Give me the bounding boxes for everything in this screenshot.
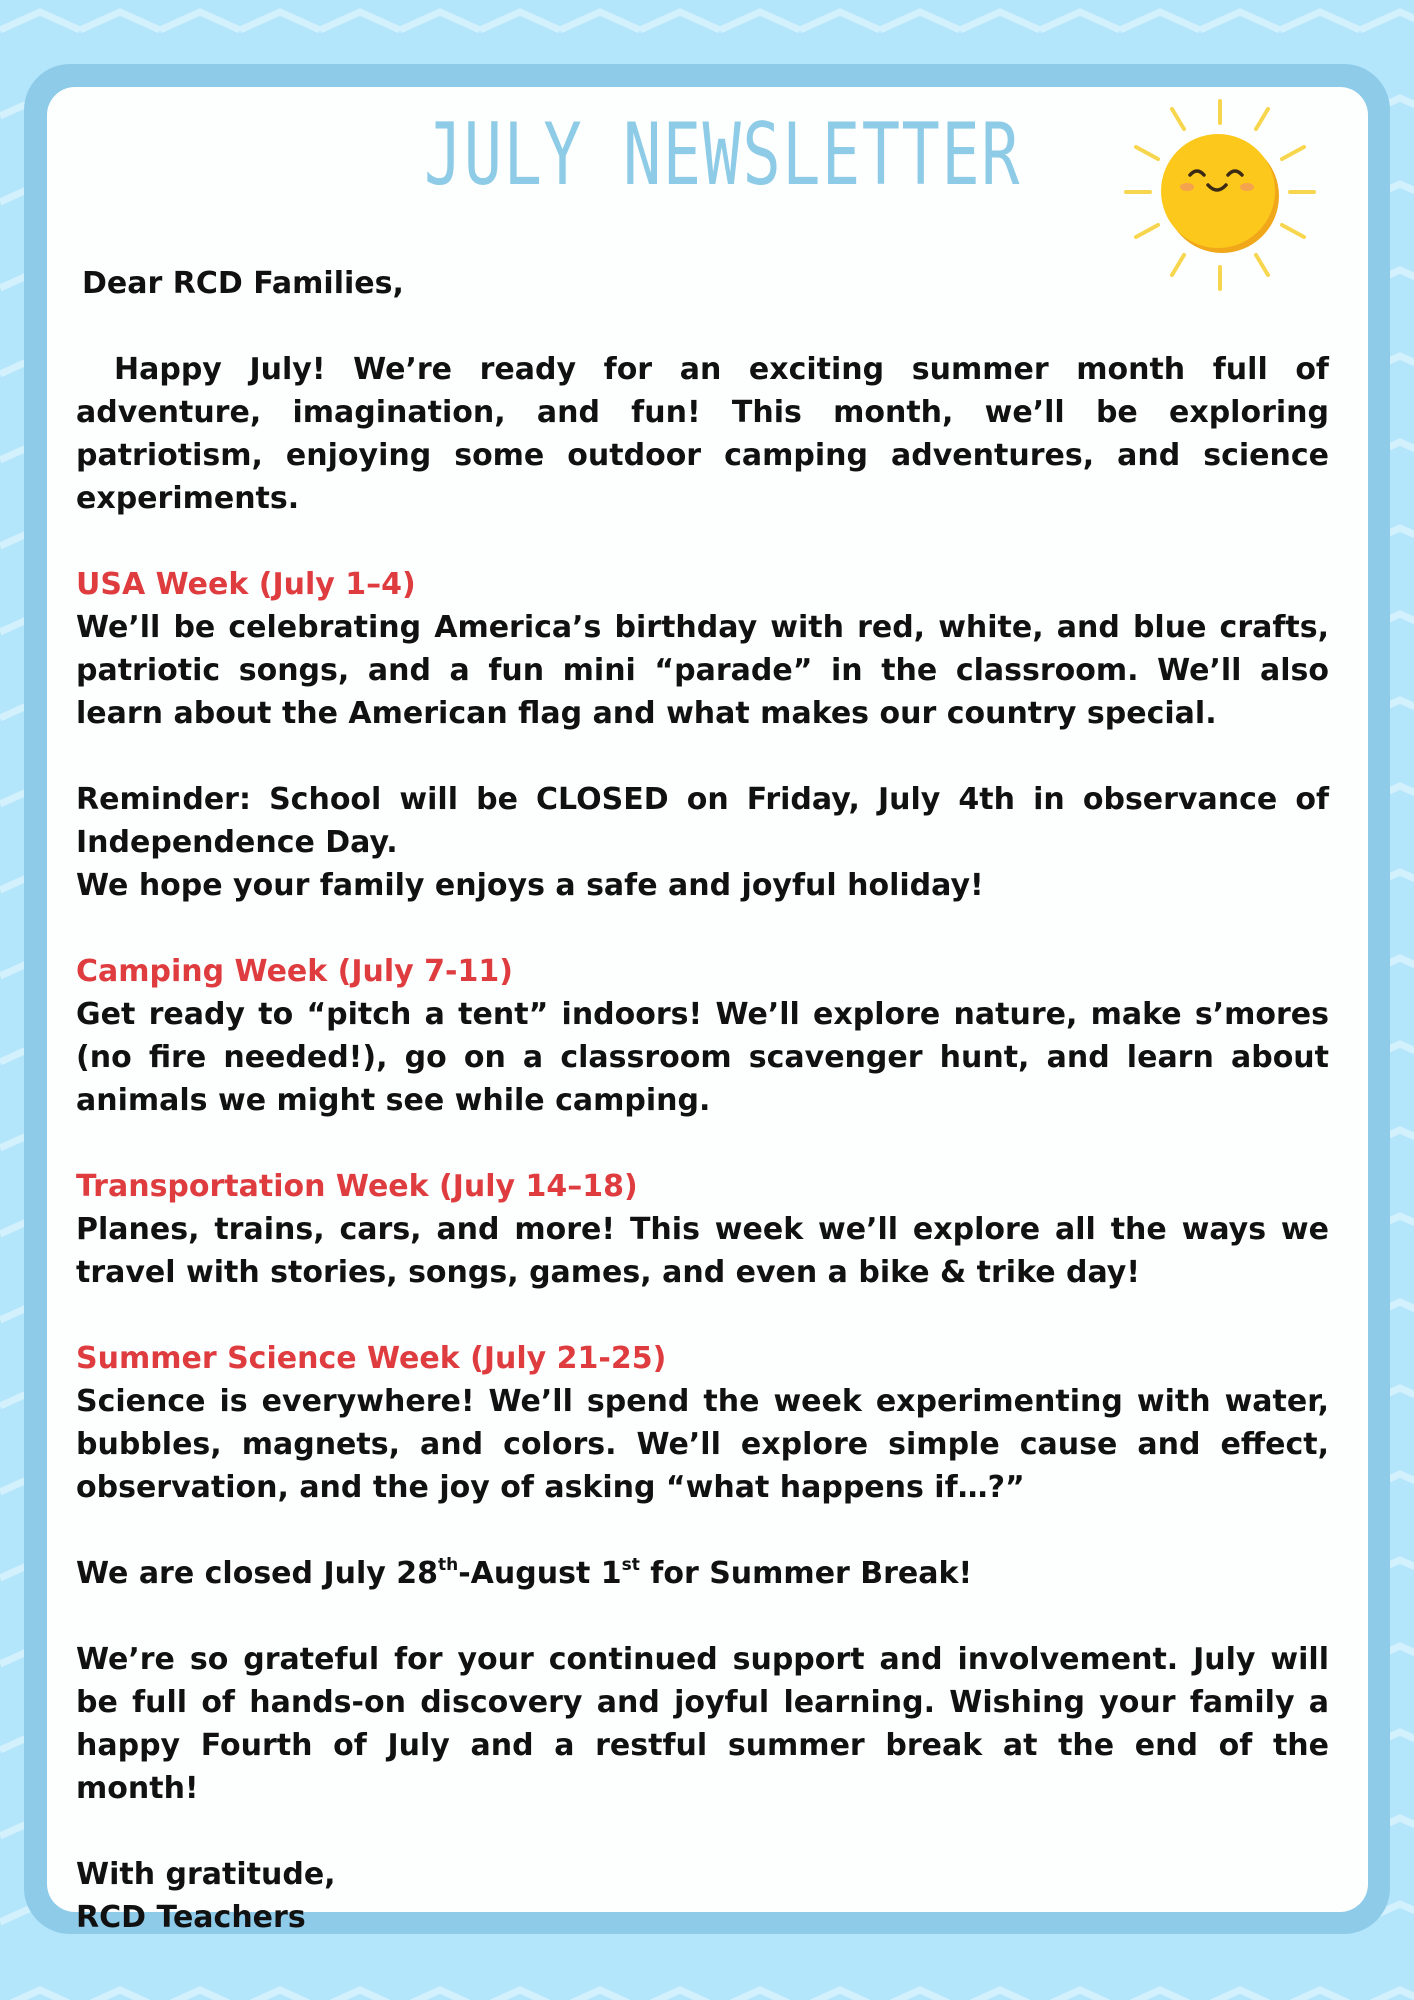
usa-week-heading: USA Week (July 1–4): [76, 567, 416, 602]
newsletter-body: [76, 262, 1329, 1939]
intro-paragraph: Happy July! We’re ready for an exciting summer month full of adventure, imagination, and fun! This month, we’ll be exploring patriotism, enjoying some outdoor camping adventures, and science experiments.: [76, 352, 1329, 516]
closing-line: With gratitude,: [76, 1857, 336, 1892]
closure-reminder: Reminder: School will be CLOSED on Friday, July 4th in observance of Independence Day.: [76, 782, 1329, 860]
signature: RCD Teachers: [76, 1900, 306, 1935]
newsletter-title: JULY NEWSLETTER: [423, 105, 1021, 205]
thanks-paragraph: We’re so grateful for your continued support and involvement. July will be full of hands-on discovery and joyful learning. Wishing your family a happy Fourth of July and a restful summer break at the end of the month!: [76, 1642, 1329, 1806]
summer-break-notice: We are closed July 28th-August 1st for Summer Break!: [76, 1555, 973, 1591]
camping-week-heading: Camping Week (July 7-11): [76, 954, 513, 989]
science-week-body: Science is everywhere! We’ll spend the week experimenting with water, bubbles, magnets, and colors. We’ll explore simple cause and effect, observation, and the joy of asking “what happens if…?”: [76, 1384, 1329, 1505]
camping-week-body: Get ready to “pitch a tent” indoors! We’ll explore nature, make s’mores (no fire needed!), go on a classroom scavenger hunt, and learn about animals we might see while camping.: [76, 997, 1329, 1118]
science-week-heading: Summer Science Week (July 21-25): [76, 1341, 667, 1376]
transportation-week-heading: Transportation Week (July 14–18): [76, 1169, 638, 1204]
usa-week-body: We’ll be celebrating America’s birthday with red, white, and blue crafts, patriotic songs, and a fun mini “parade” in the classroom. We’ll also learn about the American flag and what makes our country special.: [76, 610, 1329, 731]
transportation-week-body: Planes, trains, cars, and more! This week we’ll explore all the ways we travel with stories, songs, games, and even a bike & trike day!: [76, 1212, 1329, 1290]
greeting: Dear RCD Families,: [82, 266, 404, 301]
holiday-wish: We hope your family enjoys a safe and joyful holiday!: [76, 868, 984, 903]
